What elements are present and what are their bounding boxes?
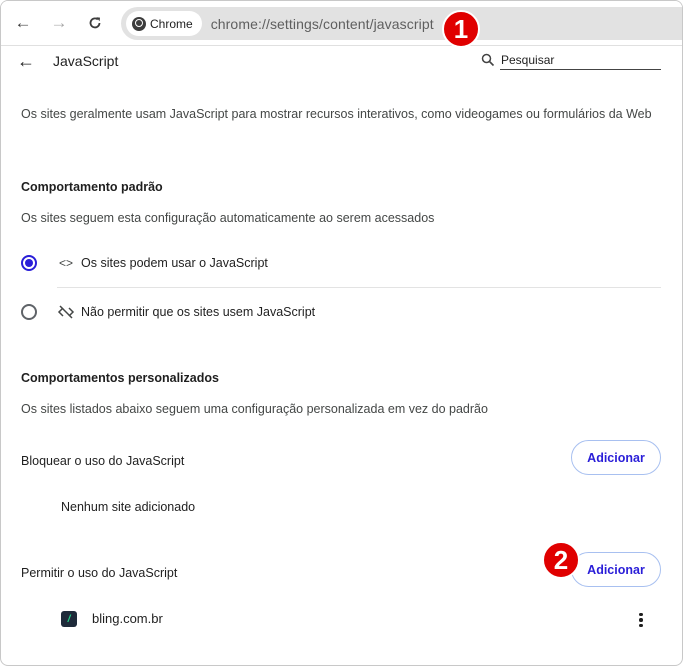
url-text[interactable]: chrome://settings/content/javascript bbox=[210, 15, 434, 32]
page-title: JavaScript bbox=[53, 53, 119, 69]
annotation-badge-1: 1 bbox=[442, 10, 480, 48]
address-bar[interactable] bbox=[121, 7, 682, 40]
more-vert-dot bbox=[639, 624, 643, 628]
block-section-label: Bloquear o uso do JavaScript bbox=[21, 454, 185, 468]
settings-back-button[interactable]: ← bbox=[17, 51, 35, 71]
page-header bbox=[1, 46, 682, 78]
intro-description: Os sites geralmente usam JavaScript para mostrar recursos interativos, como videogames ou formulários da Web bbox=[21, 107, 652, 121]
arrow-left-icon: ← bbox=[14, 13, 32, 32]
default-behavior-heading: Comportamento padrão bbox=[21, 180, 163, 194]
allow-section-label: Permitir o uso do JavaScript bbox=[21, 566, 178, 580]
code-icon: <> bbox=[58, 256, 73, 270]
chrome-logo-icon bbox=[132, 17, 146, 31]
search-icon bbox=[481, 53, 495, 67]
code-off-icon bbox=[57, 304, 75, 320]
reload-icon bbox=[88, 16, 102, 30]
reload-button[interactable] bbox=[85, 13, 105, 33]
radio-block-label: Não permitir que os sites usem JavaScript bbox=[81, 305, 316, 319]
site-info-chip[interactable] bbox=[126, 11, 202, 36]
search-input[interactable] bbox=[500, 50, 661, 70]
back-button[interactable] bbox=[13, 13, 33, 33]
more-vert-dot bbox=[639, 618, 643, 622]
site-favicon-icon: / bbox=[61, 611, 77, 627]
arrow-right-icon: → bbox=[50, 13, 68, 32]
annotation-badge-2: 2 bbox=[542, 541, 580, 579]
radio-option-allow[interactable] bbox=[21, 251, 661, 275]
divider bbox=[57, 287, 661, 288]
forward-button[interactable] bbox=[49, 13, 69, 33]
chip-label: Chrome bbox=[150, 16, 193, 31]
radio-allow-label: Os sites podem usar o JavaScript bbox=[81, 256, 268, 270]
custom-behavior-subtext: Os sites listados abaixo seguem uma configuração personalizada em vez do padrão bbox=[21, 402, 488, 416]
browser-toolbar bbox=[1, 1, 682, 46]
default-behavior-subtext: Os sites seguem esta configuração automaticamente ao serem acessados bbox=[21, 211, 435, 225]
site-name[interactable]: bling.com.br bbox=[92, 611, 163, 626]
allow-add-button[interactable]: Adicionar bbox=[571, 552, 661, 587]
radio-block[interactable] bbox=[21, 304, 37, 320]
block-empty-text: Nenhum site adicionado bbox=[61, 500, 196, 514]
block-add-button[interactable]: Adicionar bbox=[571, 440, 661, 475]
radio-allow[interactable] bbox=[21, 255, 37, 271]
more-actions-button[interactable] bbox=[633, 610, 649, 630]
more-vert-icon bbox=[639, 613, 643, 617]
custom-behavior-heading: Comportamentos personalizados bbox=[21, 371, 219, 385]
radio-option-block[interactable] bbox=[21, 300, 661, 324]
